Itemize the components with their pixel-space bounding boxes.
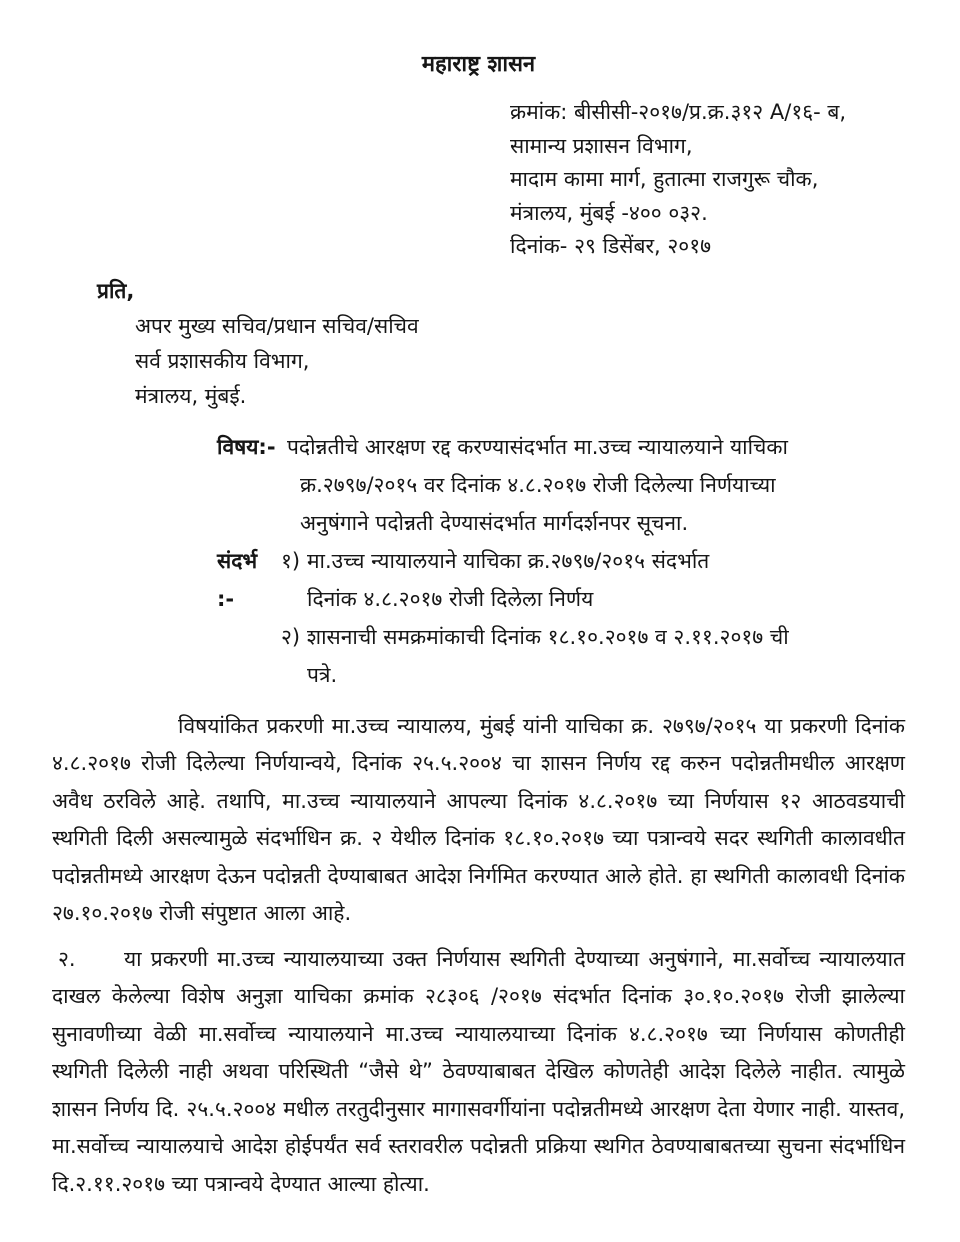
reference-item-number: २) [281, 624, 301, 649]
reference-label: संदर्भ :- [217, 548, 258, 611]
reference-items [281, 542, 905, 694]
recipient-line: अपर मुख्य सचिव/प्रधान सचिव/सचिव [135, 313, 419, 338]
reference-item [281, 618, 905, 694]
reference-item [281, 542, 905, 618]
reference-line: पत्रे. [307, 662, 338, 687]
recipient-lines [135, 309, 905, 414]
recipient-block [52, 274, 905, 414]
reference-item-text [307, 542, 905, 618]
letter-number-line: क्रमांक: बीसीसी-२०१७/प्र.क्र.३१२ A/१६- ब, [510, 100, 847, 124]
body-paragraph-1: विषयांकित प्रकरणी मा.उच्च न्यायालय, मुंबई यांनी याचिका क्र. २७९७/२०१५ या प्रकरणी दिनांक ४.८.२०१७ रोजी दिलेल्या निर्णयान्वये, दिनांक २५.५.२००४ चा शासन निर्णय रद्द करुन पदोन्नतीमधील आरक्षण अवैध ठरविले आहे. तथापि, मा.उच्च न्यायालयाने आपल्या दिनांक ४.८.२०१७ च्या निर्णयास १२ आठवडयाची स्थगिती दिली असल्यामुळे संदर्भाधिन क्र. २ येथील दिनांक १८.१०.२०१७ च्या पत्रान्वये सदर स्थगिती कालावधीत पदोन्नतीमध्ये आरक्षण देऊन पदोन्नती देण्याबाबत आदेश निर्गमित करण्यात आले होते. हा स्थगिती कालावधी दिनांक २७.१०.२०१७ रोजी संपुष्टात आला आहे. [52, 713, 905, 925]
sender-address-block [510, 96, 905, 264]
reference-item-number: १) [281, 548, 301, 573]
reference-item-text [307, 618, 905, 694]
paragraph-2-number: २. [58, 946, 76, 971]
recipient-label: प्रति, [97, 278, 135, 303]
reference-row [217, 542, 905, 694]
reference-line: मा.उच्च न्यायालयाने याचिका क्र.२७९७/२०१५ संदर्भात [307, 548, 710, 573]
recipient-line: मंत्रालय, मुंबई. [135, 383, 247, 408]
subject-line: पदोन्नतीचे आरक्षण रद्द करण्यासंदर्भात मा.उच्च न्यायालयाने याचिका [287, 434, 788, 459]
subject-line: अनुषंगाने पदोन्नती देण्यासंदर्भात मार्गदर्शनपर सूचना. [300, 510, 689, 535]
page-title: महाराष्ट्र शासन [421, 52, 536, 77]
subject-line: क्र.२७९७/२०१५ वर दिनांक ४.८.२०१७ रोजी दिलेल्या निर्णयाच्या [300, 472, 776, 497]
city-line: मंत्रालय, मुंबई -४०० ०३२. [510, 200, 708, 225]
subject-text [287, 428, 905, 542]
recipient-line: सर्व प्रशासकीय विभाग, [135, 348, 310, 373]
subject-label: विषय:- [217, 434, 276, 459]
subject-row [217, 428, 905, 542]
reference-line: शासनाची समक्रमांकाची दिनांक १८.१०.२०१७ व २.११.२०१७ ची [307, 624, 789, 649]
subject-reference-block [217, 428, 905, 694]
street-line: मादाम कामा मार्ग, हुतात्मा राजगुरू चौक, [510, 167, 819, 191]
date-line: दिनांक- २९ डिसेंबर, २०१७ [510, 234, 712, 258]
reference-line: दिनांक ४.८.२०१७ रोजी दिलेला निर्णय [307, 586, 594, 611]
department-line: सामान्य प्रशासन विभाग, [510, 133, 693, 158]
paragraph-2-text: या प्रकरणी मा.उच्च न्यायालयाच्या उक्त निर्णयास स्थगिती देण्याच्या अनुषंगाने, मा.सर्वोच्च न्यायालयात दाखल केलेल्या विशेष अनुज्ञा याचिका क्रमांक २८३०६ /२०१७ संदर्भात दिनांक ३०.१०.२०१७ रोजी झालेल्या सुनावणीच्या वेळी मा.सर्वोच्च न्यायालयाने मा.उच्च न्यायालयाच्या दिनांक ४.८.२०१७ च्या निर्णयास कोणतीही स्थगिती दिलेली नाही अथवा परिस्थिती “जैसे थे” ठेवण्याबाबत देखिल कोणतेही आदेश दिलेले नाहीत. त्यामुळे शासन निर्णय दि. २५.५.२००४ मधील तरतुदीनुसार मागासवर्गीयांना पदोन्नतीमध्ये आरक्षण देता येणार नाही. यास्तव, मा.सर्वोच्च न्यायालयाचे आदेश होईपर्यंत सर्व स्तरावरील पदोन्नती प्रक्रिया स्थगित ठेवण्याबाबतच्या सुचना संदर्भाधिन दि.२.११.२०१७ च्या पत्रान्वये देण्यात आल्या होत्या. [52, 946, 905, 1196]
body-paragraph-2 [52, 941, 905, 1204]
